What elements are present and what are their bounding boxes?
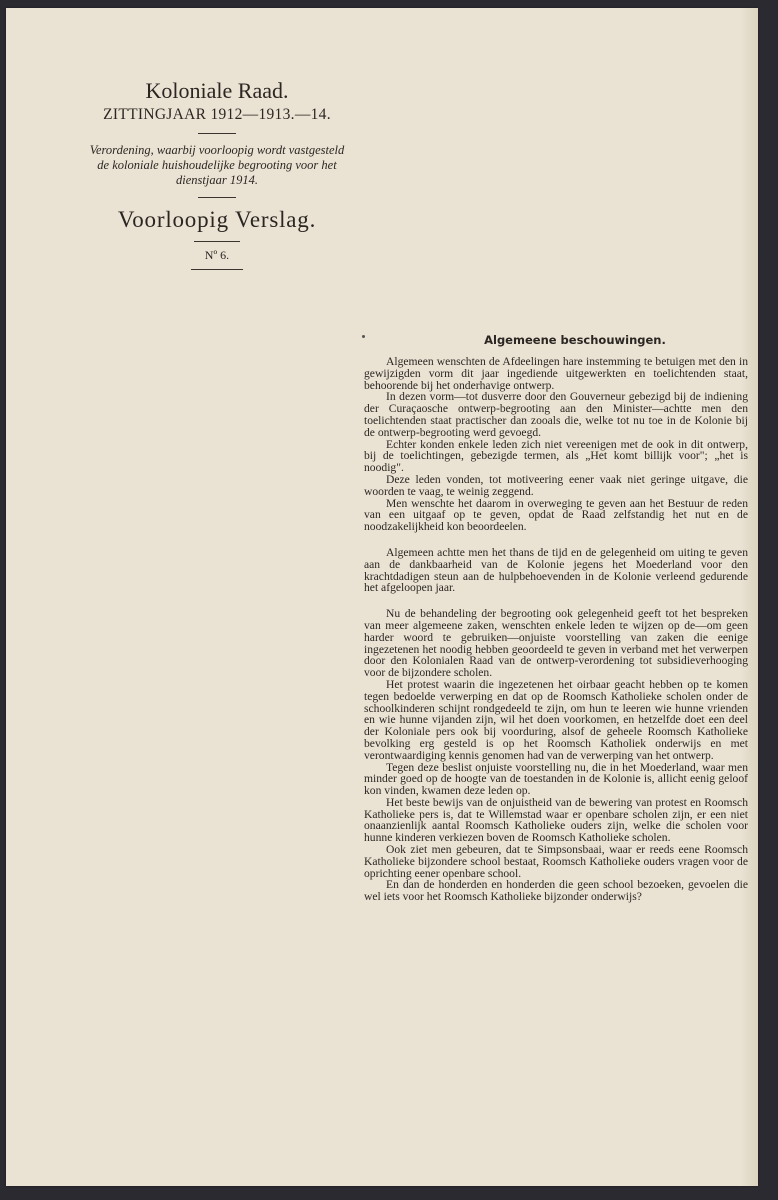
paragraph-gap [364,594,748,608]
header-divider [198,133,236,134]
document-body [364,333,748,903]
paragraph: Algemeen wenschten de Afdeelingen hare instemming te betuigen met den in gewijzigden vorm dit jaar ingediende uitgewerkten en toelichtenden staat, behoorende bij het onderhavige ontwerp. [364,355,748,392]
paragraph: Men wenschte het daarom in overweging te geven aan het Bestuur de reden van een uitgaaf op te geven, opdat de Raad zelfstandig het nut en de noodzakelijkheid kon beoordeelen. [364,496,748,534]
header-divider [191,269,243,270]
paragraph-gap [364,533,748,547]
session-year: ZITTINGJAAR 1912—1913.—14. [103,106,331,123]
paragraph: Algemeen achtte men het thans de tijd en de gelegenheid om uiting te geven aan de dankbaarheid van de Kolonie jegens het Moederland voor den krachtdadigen steun aan de hulpbehoevenden in de Kolonie verleend gedurende het afgeloopen jaar. [364,545,748,595]
paragraph: Deze leden vonden, tot motiveering eener vaak niet geringe uitgave, die woorden te vaag, te weinig zeggend. [364,472,748,498]
paragraph: Het protest waarin die ingezetenen het oirbaar geacht hebben op te komen tegen bedoelde verwerping en dat op de Roomsch Katholieke scholen onder de schoolkinderen schijnt rondgedeeld te zijn, om hun te leeren wie hunne vrienden en wie hunne vijanden zijn, wil het doen voorkomen, en hetzelfde doet een deel der Koloniale pers ook bij voorduring, alsof de geheele Roomsch Katholieke bevolking erg gesteld is op het Roomsch Katholiek onderwijs en met verontwaardiging kennis genomen had van de verwerping van het ontwerp. [364,677,748,762]
report-number: Nº 6. [204,248,230,262]
document-page [6,8,758,1186]
report-title: Voorloopig Verslag. [117,207,317,232]
paragraph: In dezen vorm—tot dusverre door den Gouverneur gebezigd bij de indiening der Curaçaosche ontwerp-begrooting aan den Minister—achtte men den toelichtenden staat practischer dan zooals die, welke tot nu toe in de Kolonie bij de ontwerp-begrooting werd gevoegd. [364,390,748,439]
paragraph: Ook ziet men gebeuren, dat te Simpsonsbaai, waar er reeds eene Roomsch Katholieke bijzondere school bestaat, Roomsch Katholieke ouders vragen voor de oprichting eener openbare school. [364,843,748,880]
paragraph: Het beste bewijs van de onjuistheid van de bewering van protest en Roomsch Katholieke pers is, dat te Willemstad waar er openbare scholen zijn, er een niet onaanzienlijk aantal Roomsch Katholieke ouders zijn, welke die scholen voor hunne kinderen verkiezen boven de Roomsch Katholieke scholen. [364,795,748,845]
council-title: Koloniale Raad. [145,78,289,103]
paragraph: Nu de behandeling der begrooting ook gelegenheid geeft tot het bespreken van meer algemeene zaken, wenschten enkele leden te wijzen op de—om geen harder woord te gebruiken—onjuiste voorstelling van zaken die eenige ingezetenen het noodig hebben geoordeeld te geven in verband met het verwerpen door den Kolonialen Raad van de ontwerp-verordening tot subsidieverhooging voor de bijzondere scholen. [364,607,748,680]
paragraph: Echter konden enkele leden zich niet vereenigen met de ook in dit ontwerp, bij de toelichtingen, gebezigde termen, als „Het komt billijk voor"; „het is noodig". [364,437,748,475]
section-title: Algemeene beschouwingen. [484,333,666,347]
header-divider [198,197,236,198]
ordinance-description: Verordening, waarbij voorloopig wordt vastgesteld de koloniale huishoudelijke begrooting voor het dienstjaar 1914. [89,143,345,187]
paragraph: Tegen deze beslist onjuiste voorstelling nu, die in het Moederland, waar men minder goed op de hoogte van de toestanden in de Kolonie is, allicht eenig geloof kon vinden, kwamen deze leden op. [364,760,748,798]
document-header [82,78,352,270]
paragraph: En dan de honderden en honderden die geen school bezoeken, gevoelen die wel iets voor het Roomsch Katholieke bijzonder onderwijs? [364,878,748,904]
header-divider [194,241,240,242]
